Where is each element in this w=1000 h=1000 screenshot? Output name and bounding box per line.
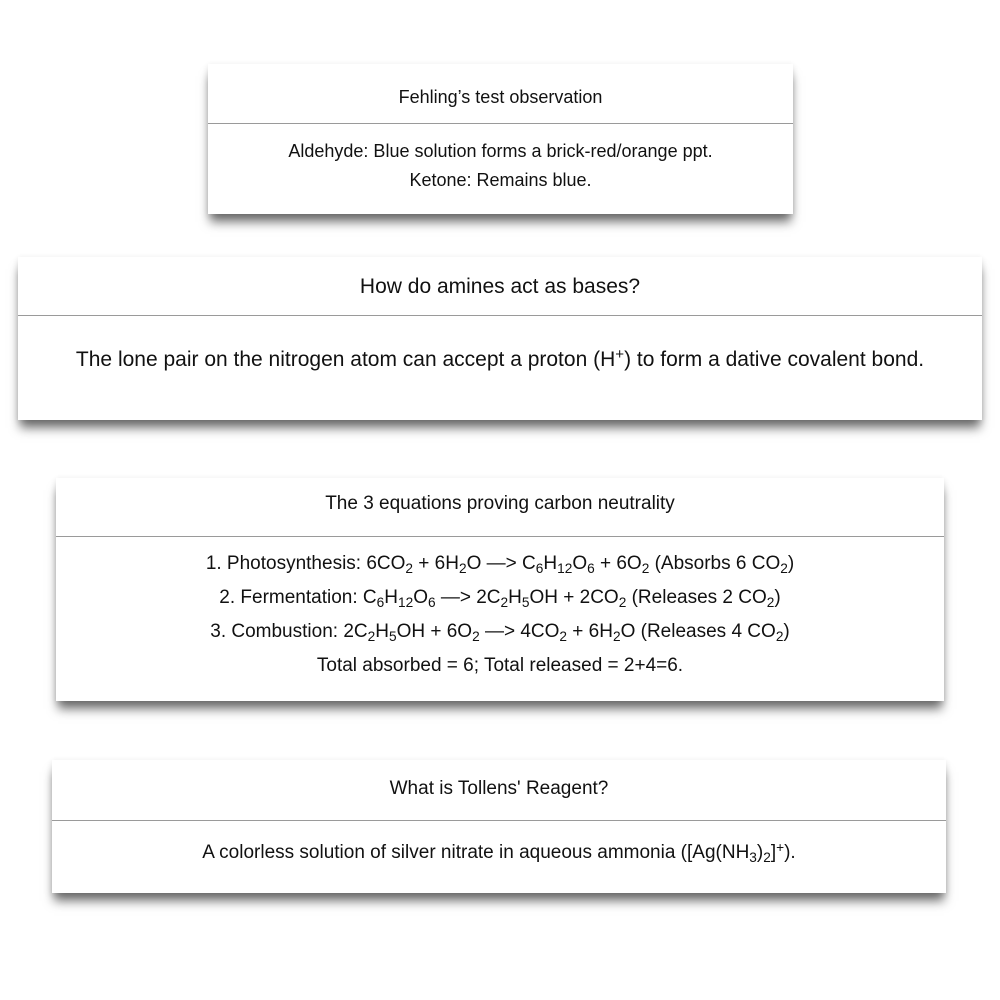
equation-combustion: 3. Combustion: $2C_2H_5OH + 6O_2$ —> $4CO_2 + 6H_2O$ (Releases 4 $CO_2$) xyxy=(210,621,790,644)
card-answer xyxy=(18,316,982,420)
card-question-text: How do amines act as bases? xyxy=(359,275,641,298)
card-answer xyxy=(56,537,944,701)
equation-fermentation: 2. Fermentation: $C_6H_{12}O_6$ —> $2C_2H_5OH + 2CO_2$ (Releases 2 $CO_2$) xyxy=(219,587,781,610)
card-answer xyxy=(208,124,793,214)
answer-line: The lone pair on the nitrogen atom can accept a proton (H+) to form a dative covalent bond. xyxy=(75,346,925,371)
card-question xyxy=(208,64,793,124)
card-question xyxy=(56,478,944,537)
card-question xyxy=(52,760,946,821)
equation-photosynthesis: 1. Photosynthesis: $6CO_2 + 6H_2O$ —> $C_6H_{12}O_6 + 6O_2$ (Absorbs 6 $CO_2$) xyxy=(205,553,795,576)
card-question-text: Fehling’s test observation xyxy=(398,87,603,107)
equation-total: Total absorbed = 6; Total released = 2+4=6. xyxy=(316,655,684,676)
flashcard-fehlings-test[interactable] xyxy=(208,64,793,214)
flashcard-amines-bases[interactable] xyxy=(18,257,982,420)
flashcard-tollens-reagent[interactable] xyxy=(52,760,946,893)
card-question-text: What is Tollens' Reagent? xyxy=(389,778,609,799)
answer-line: Ketone: Remains blue. xyxy=(409,170,592,190)
answer-line: A colorless solution of silver nitrate in aqueous ammonia $([Ag(NH_3)_2]^+)$. xyxy=(202,839,796,865)
card-answer xyxy=(52,821,946,893)
card-question-text: The 3 equations proving carbon neutrality xyxy=(325,493,675,514)
answer-line: Aldehyde: Blue solution forms a brick-red/orange ppt. xyxy=(288,141,713,161)
card-question xyxy=(18,257,982,316)
flashcard-carbon-neutrality[interactable] xyxy=(56,478,944,701)
